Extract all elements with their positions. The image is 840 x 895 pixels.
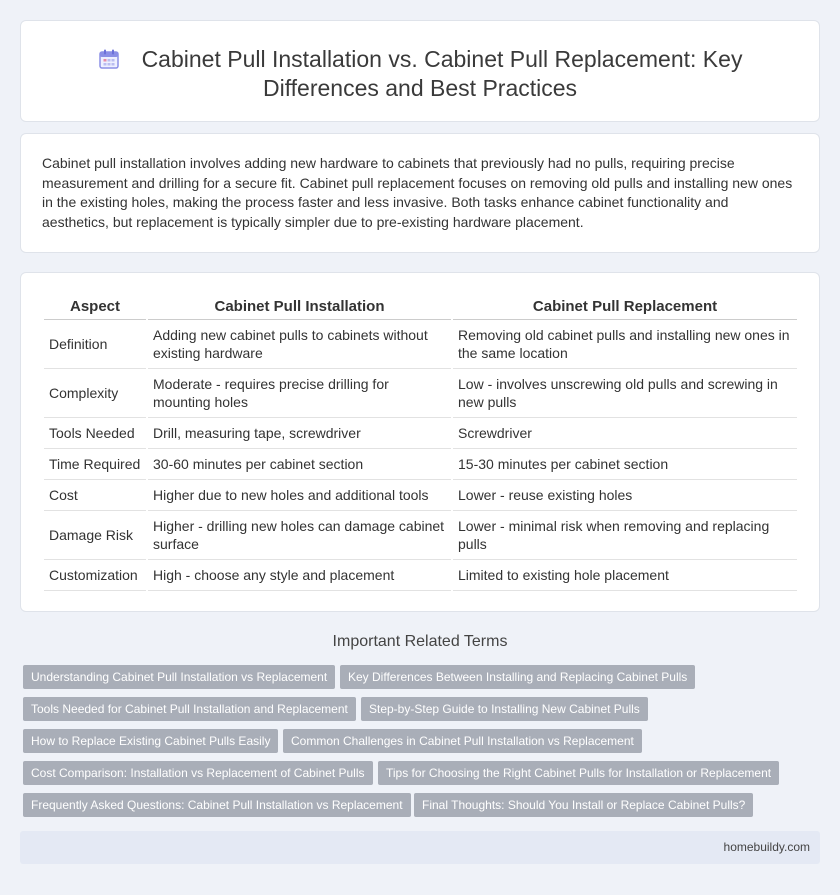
table-row [44, 369, 797, 418]
table-row [44, 511, 797, 560]
header-installation: Cabinet Pull Installation [148, 294, 451, 320]
title-card [20, 20, 820, 122]
title-line-2: Differences and Best Practices [262, 75, 578, 101]
installation-cell: Higher due to new holes and additional tools [148, 480, 451, 511]
related-tag-link[interactable]: How to Replace Existing Cabinet Pulls Easily [23, 729, 278, 753]
replacement-cell: Lower - minimal risk when removing and replacing pulls [453, 511, 797, 560]
related-terms-heading: Important Related Terms [332, 633, 508, 650]
installation-cell: 30-60 minutes per cabinet section [148, 449, 451, 480]
table-row [44, 480, 797, 511]
table-header-row [44, 294, 797, 320]
replacement-cell: Removing old cabinet pulls and installing new ones in the same location [453, 320, 797, 369]
related-tag-link[interactable]: Tools Needed for Cabinet Pull Installation and Replacement [23, 697, 356, 721]
header-replacement: Cabinet Pull Replacement [453, 294, 797, 320]
aspect-cell: Time Required [44, 449, 146, 480]
aspect-cell: Definition [44, 320, 146, 369]
page-title [21, 45, 819, 103]
installation-cell: Higher - drilling new holes can damage cabinet surface [148, 511, 451, 560]
aspect-cell: Tools Needed [44, 418, 146, 449]
aspect-cell: Damage Risk [44, 511, 146, 560]
installation-cell: Moderate - requires precise drilling for mounting holes [148, 369, 451, 418]
header-aspect: Aspect [44, 294, 146, 320]
aspect-cell: Cost [44, 480, 146, 511]
related-tag-link[interactable]: Step-by-Step Guide to Installing New Cabinet Pulls [361, 697, 648, 721]
title-line-1 [98, 46, 743, 72]
calendar-icon [98, 48, 120, 70]
replacement-cell: Lower - reuse existing holes [453, 480, 797, 511]
replacement-cell: 15-30 minutes per cabinet section [453, 449, 797, 480]
aspect-cell: Complexity [44, 369, 146, 418]
intro-card [20, 133, 820, 253]
related-tag-link[interactable]: Frequently Asked Questions: Cabinet Pull Installation vs Replacement [23, 793, 411, 817]
title-line-1-text: Cabinet Pull Installation vs. Cabinet Pull Replacement: Key [141, 46, 743, 72]
comparison-table-card [20, 272, 820, 612]
aspect-cell: Customization [44, 560, 146, 591]
table-row [44, 418, 797, 449]
footer [20, 831, 820, 864]
comparison-table [42, 294, 799, 591]
related-tag-link[interactable]: Cost Comparison: Installation vs Replacement of Cabinet Pulls [23, 761, 373, 785]
related-tag-link[interactable]: Common Challenges in Cabinet Pull Installation vs Replacement [283, 729, 642, 753]
related-tag-link[interactable]: Final Thoughts: Should You Install or Replace Cabinet Pulls? [414, 793, 753, 817]
footer-site-link[interactable]: homebuildy.com [723, 840, 810, 854]
replacement-cell: Screwdriver [453, 418, 797, 449]
intro-paragraph: Cabinet pull installation involves adding new hardware to cabinets that previously had no pulls, requiring precise measurement and drilling for a secure fit. Cabinet pull replacement focuses on removing old pulls and installing new ones in the existing holes, making the process faster and less invasive. Both tasks enhance cabinet functionality and aesthetics, but replacement is typically simpler due to pre-existing hardware placement. [42, 155, 793, 230]
installation-cell: Drill, measuring tape, screwdriver [148, 418, 451, 449]
related-tag-link[interactable]: Understanding Cabinet Pull Installation vs Replacement [23, 665, 335, 689]
related-tag-link[interactable]: Key Differences Between Installing and Replacing Cabinet Pulls [340, 665, 695, 689]
replacement-cell: Limited to existing hole placement [453, 560, 797, 591]
related-tag-link[interactable]: Tips for Choosing the Right Cabinet Pulls for Installation or Replacement [378, 761, 779, 785]
installation-cell: High - choose any style and placement [148, 560, 451, 591]
table-row [44, 320, 797, 369]
table-row [44, 449, 797, 480]
table-row [44, 560, 797, 591]
installation-cell: Adding new cabinet pulls to cabinets without existing hardware [148, 320, 451, 369]
replacement-cell: Low - involves unscrewing old pulls and screwing in new pulls [453, 369, 797, 418]
